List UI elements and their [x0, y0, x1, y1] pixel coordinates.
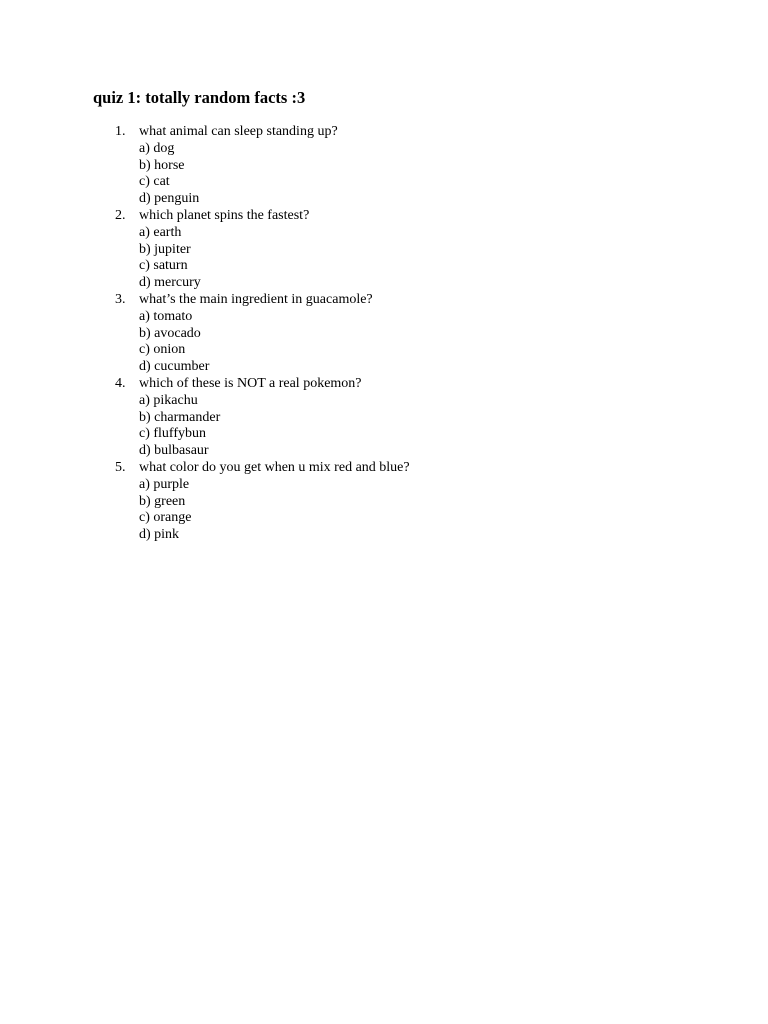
- answer-option: c) saturn: [139, 258, 188, 274]
- answer-option: d) bulbasaur: [139, 443, 209, 459]
- question-number: 3.: [115, 291, 126, 307]
- answer-option: b) avocado: [139, 325, 201, 341]
- answer-option: b) horse: [139, 157, 185, 173]
- option-list: [0, 393, 768, 460]
- answer-option: a) tomato: [139, 308, 193, 324]
- answer-option: c) orange: [139, 510, 192, 526]
- question-row: [0, 124, 768, 141]
- answer-option: d) penguin: [139, 191, 200, 207]
- option-list: [0, 225, 768, 292]
- question-text: what’s the main ingredient in guacamole?: [139, 291, 373, 307]
- answer-option: a) pikachu: [139, 392, 198, 408]
- answer-option: b) charmander: [139, 409, 221, 425]
- option-list: [0, 309, 768, 376]
- question-number: 5.: [115, 459, 126, 475]
- answer-option: c) cat: [139, 174, 170, 190]
- answer-option: c) onion: [139, 342, 186, 358]
- question-text: what color do you get when u mix red and blue?: [139, 459, 410, 475]
- question-number: 1.: [115, 124, 126, 139]
- question-text: what animal can sleep standing up?: [139, 124, 338, 139]
- question-text: which of these is NOT a real pokemon?: [139, 375, 362, 391]
- question-item: [0, 208, 768, 292]
- answer-option: c) fluffybun: [139, 426, 206, 442]
- question-item: [0, 460, 768, 544]
- question-row: [0, 292, 768, 309]
- answer-option: d) pink: [139, 527, 180, 543]
- question-number: 4.: [115, 375, 126, 391]
- answer-option: d) cucumber: [139, 359, 210, 375]
- question-item: [0, 124, 768, 208]
- option-list: [0, 477, 768, 544]
- answer-option: d) mercury: [139, 275, 201, 291]
- question-item: [0, 292, 768, 376]
- option-list: [0, 141, 768, 208]
- question-list: [0, 124, 768, 544]
- answer-option: b) green: [139, 493, 186, 509]
- answer-option: a) dog: [139, 140, 175, 156]
- answer-option: b) jupiter: [139, 241, 191, 257]
- answer-option: a) purple: [139, 476, 190, 492]
- question-row: [0, 208, 768, 225]
- question-row: [0, 460, 768, 477]
- question-item: [0, 376, 768, 460]
- answer-option: a) earth: [139, 224, 182, 240]
- page-title: quiz 1: totally random facts :3: [93, 88, 306, 107]
- question-text: which planet spins the fastest?: [139, 207, 310, 223]
- question-row: [0, 376, 768, 393]
- question-number: 2.: [115, 207, 126, 223]
